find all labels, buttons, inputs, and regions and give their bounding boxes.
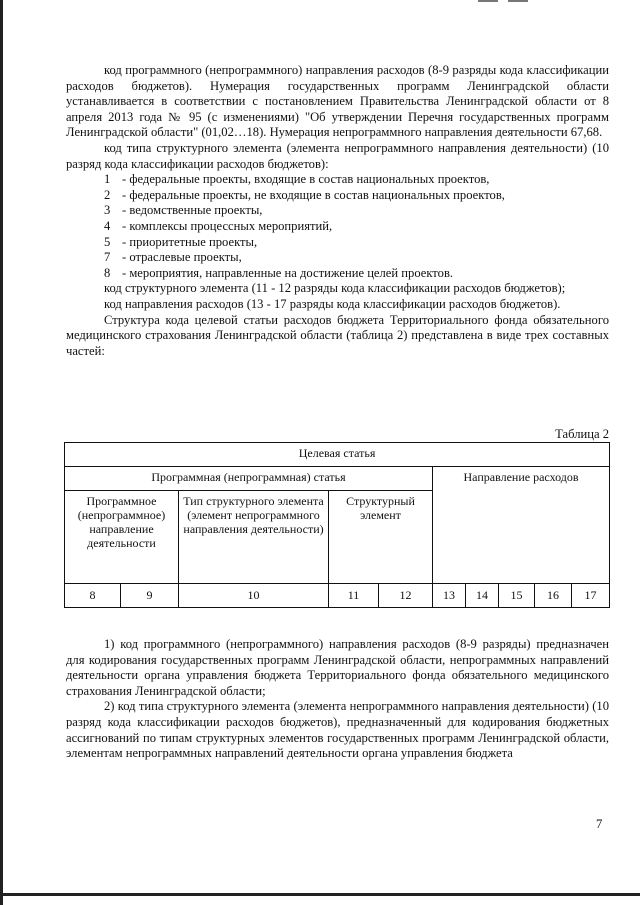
list-text: - комплексы процессных мероприятий,	[122, 218, 333, 233]
table-cell: 13	[433, 584, 466, 608]
table-row	[65, 584, 610, 608]
paragraph: код направления расходов (13 - 17 разряды кода классификации расходов бюджетов).	[104, 296, 561, 311]
list-number: 7	[104, 250, 111, 265]
list-number: 4	[104, 218, 111, 233]
paragraph: Структура кода целевой статьи расходов бюджета Территориального фонда обязательного медицинского страхования Ленинградской области (таблица 2) представлена в виде трех составных частей:	[66, 312, 609, 358]
table-caption: Таблица 2	[555, 427, 609, 441]
list-item	[104, 250, 609, 266]
table-cell: 11	[329, 584, 379, 608]
list-number: 1	[104, 172, 111, 187]
list-item	[104, 266, 609, 282]
table-header-cell: Направление расходов	[433, 467, 610, 584]
table-cell: 14	[466, 584, 499, 608]
list-text: - мероприятия, направленные на достижение целей проектов.	[122, 265, 454, 280]
paragraph: 1) код программного (непрограммного) направления расходов (8-9 разряды) предназначен для кодирования государственных программ Ленинградской области, непрограммных направлений деятельности органа управления бюджета Территориального фонда обязательного медицинского страхования Ленинградской области;	[66, 637, 609, 698]
list-text: - ведомственные проекты,	[122, 203, 263, 218]
paragraph: код типа структурного элемента (элемента непрограммного направления деятельности) (10 разряд кода классификации расходов бюджетов):	[66, 140, 609, 171]
code-structure-table	[64, 442, 610, 608]
text-block-top	[66, 63, 609, 359]
table-row	[65, 443, 610, 467]
table-header-cell: Программная (непрограммная) статья	[65, 467, 433, 491]
scan-artifact	[478, 0, 498, 2]
scan-border-left	[0, 0, 3, 905]
table-row	[65, 467, 610, 491]
list-number: 8	[104, 265, 111, 280]
table-header-cell: Структурный элемент	[329, 491, 433, 584]
scan-border-bottom	[0, 893, 640, 896]
list-text: - приоритетные проекты,	[122, 234, 258, 249]
list-number: 5	[104, 234, 111, 249]
table-cell: 16	[535, 584, 572, 608]
list-text: - федеральные проекты, входящие в состав национальных проектов,	[122, 172, 490, 187]
page-number: 7	[596, 817, 603, 831]
scan-artifact	[508, 0, 528, 2]
list-text: - отраслевые проекты,	[122, 250, 242, 265]
list-item	[104, 203, 609, 219]
table-cell: 10	[179, 584, 329, 608]
table-cell: 12	[379, 584, 433, 608]
paragraph: код программного (непрограммного) направления расходов (8-9 разряды кода классификации расходов бюджетов). Нумерация государственных программ Ленинградской области устанавливается в соответствии с постановлением Правительства Ленинградской области от 8 апреля 2013 года № 95 (с изменениями) "Об утверждении Перечня государственных программ Ленинградской области" (01,02…18). Нумерация непрограммного направления деятельности 67,68.	[66, 63, 609, 140]
list-number: 2	[104, 187, 111, 202]
table-cell: 8	[65, 584, 121, 608]
table-header-cell: Целевая статья	[65, 443, 610, 467]
text-block-bottom	[66, 637, 609, 762]
list-item	[104, 235, 609, 251]
table-cell: 17	[572, 584, 610, 608]
table-cell: 15	[499, 584, 535, 608]
list-text: - федеральные проекты, не входящие в состав национальных проектов,	[122, 187, 505, 202]
paragraph: код структурного элемента (11 - 12 разряды кода классификации расходов бюджетов);	[104, 281, 566, 296]
list-number: 3	[104, 203, 111, 218]
list-item	[104, 172, 609, 188]
table-header-cell: Программное (непрограммное) направление деятельности	[65, 491, 179, 584]
table-header-cell: Тип структурного элемента (элемент непрограммного направления деятельности)	[179, 491, 329, 584]
list-item	[104, 219, 609, 235]
table-cell: 9	[121, 584, 179, 608]
list-item	[104, 188, 609, 204]
paragraph: 2) код типа структурного элемента (элемента непрограммного направления деятельности) (10 разряд кода классификации расходов бюджетов), предназначенный для кодирования бюджетных ассигнований по типам структурных элементов государственных программ Ленинградской области, элементам непрограммных направлений деятельности органа управления бюджета	[66, 699, 609, 761]
